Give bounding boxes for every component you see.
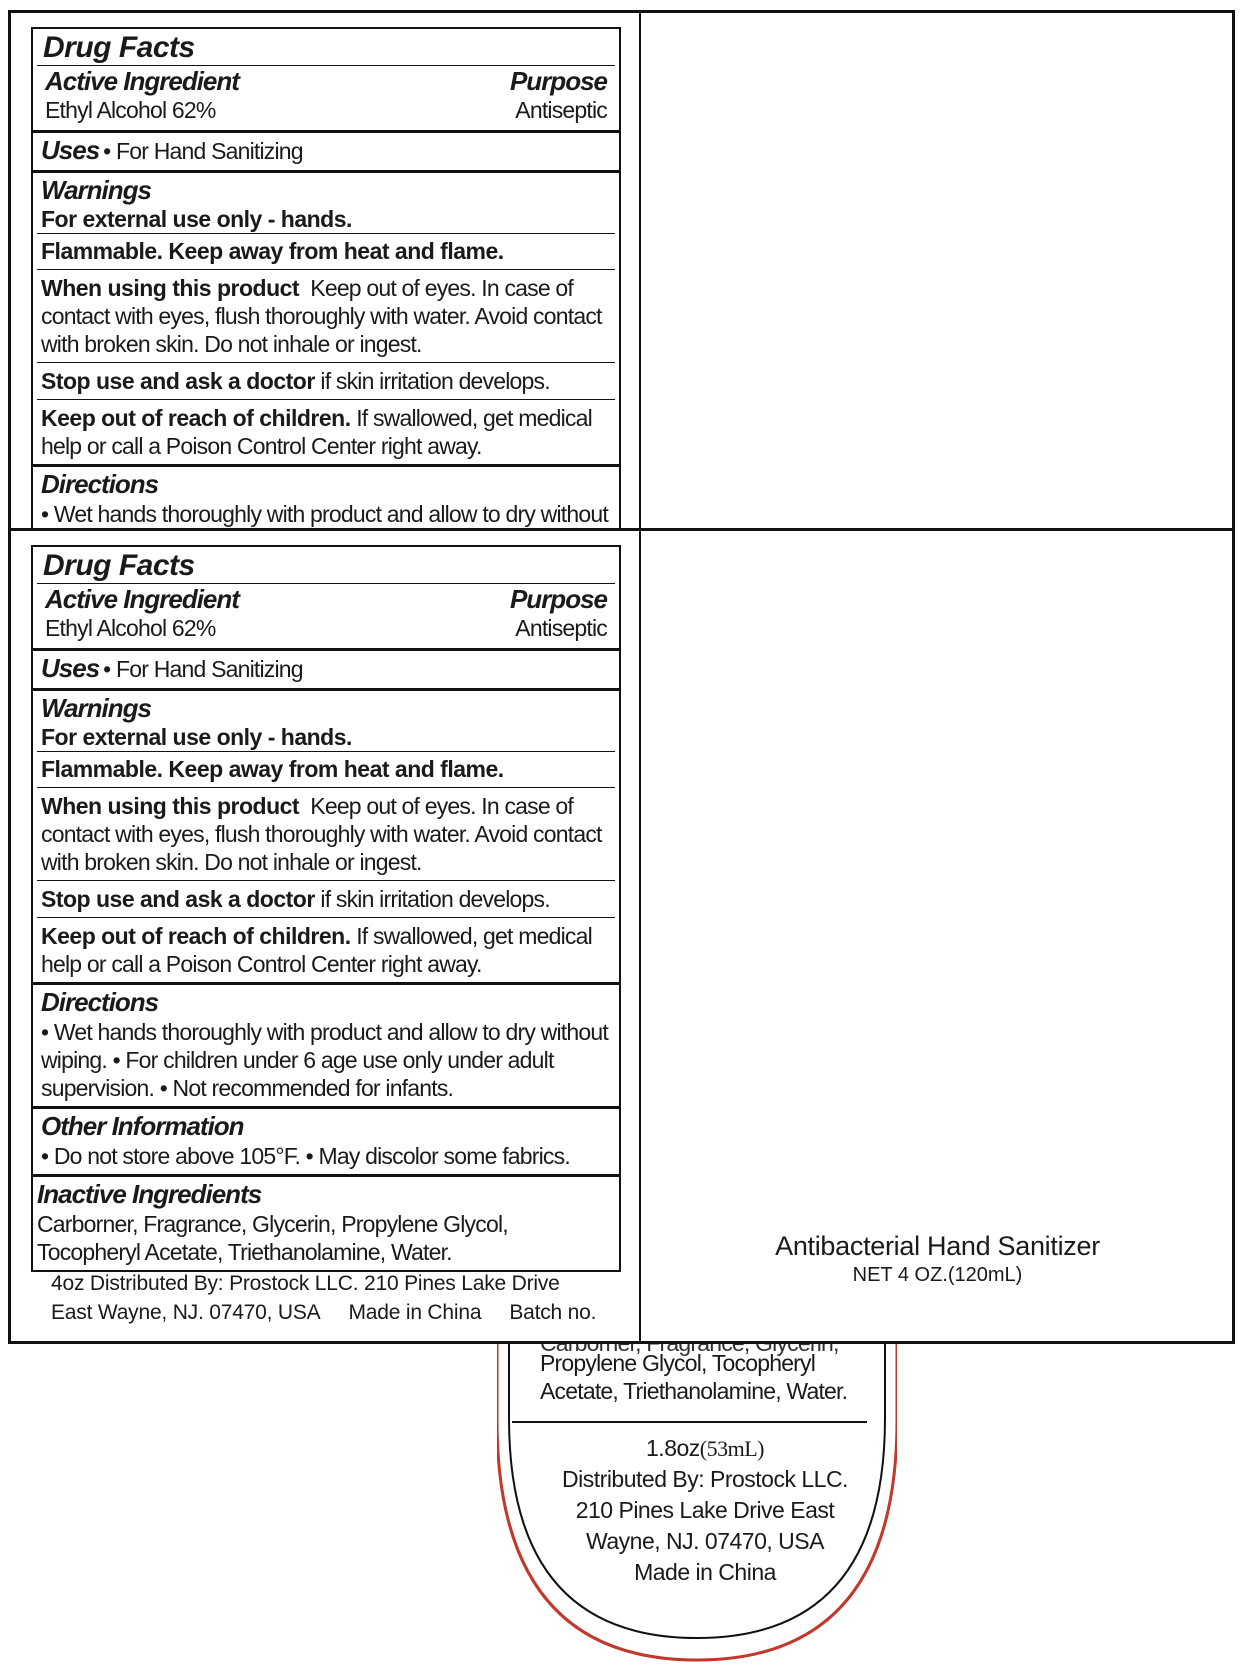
inactive-ingredients-text: Carborner, Fragrance, Glycerin, Propylene Glycol, Tocopheryl Acetate, Triethanolamine, Water. [37,1211,508,1265]
divider [639,531,641,1341]
product-info [639,1231,1235,1287]
purpose-heading: Purpose [509,66,607,96]
uses-text: • For Hand Sanitizing [103,656,303,682]
active-ingredient-heading: Active Ingredient [45,584,239,614]
inactive-ingredients-heading: Inactive Ingredients [37,1179,262,1209]
uses-heading: Uses [41,135,100,165]
flammable-warning: Flammable. Keep away from heat and flame. [37,751,615,787]
drug-facts-box [31,27,621,530]
purpose: Antiseptic [515,615,607,641]
bottle-size: 1.8oz [646,1435,700,1461]
uses-heading: Uses [41,653,100,683]
other-information-text: • Do not store above 105°F. • May discolor some fabrics. [41,1143,570,1169]
directions-heading: Directions [41,469,159,499]
warnings-heading: Warnings [41,693,151,723]
divider [639,13,641,530]
stop-use-warning: Stop use and ask a doctor if skin irritation develops. [37,880,615,917]
directions-section [33,464,619,530]
active-ingredient: Ethyl Alcohol 62% [45,97,216,123]
bottle-address: Wayne, NJ. 07470, USA [586,1528,824,1554]
bottle-label-text [540,1345,880,1585]
directions-text: • Wet hands thoroughly with product and allow to dry without wiping. • For children under 6 age use only under adult supervision. • Not recommended for infants. [41,1019,608,1101]
purpose-heading: Purpose [509,584,607,614]
stop-use-warning: Stop use and ask a doctor if skin irritation develops. [37,362,615,399]
drug-facts-title: Drug Facts [43,549,195,582]
batch-number: Batch no. [509,1301,597,1324]
flammable-warning: Flammable. Keep away from heat and flame. [37,233,615,269]
warnings-heading: Warnings [41,175,151,205]
external-use-warning: For external use only - hands. [41,724,352,750]
drug-facts-box [31,545,621,1272]
label-panel [8,528,1235,1344]
when-using-warning: When using this product Keep out of eyes. In case of contact with eyes, flush thoroughly with water. Avoid contact with broken skin. Do not inhale or ingest. [37,787,615,880]
product-name: Antibacterial Hand Sanitizer [775,1231,1100,1261]
origin: Made in China [348,1301,482,1324]
purpose: Antiseptic [515,97,607,123]
bottle-size-ml: (53mL) [699,1436,764,1461]
other-information-section [33,1106,619,1174]
uses-section [33,648,619,688]
active-ingredient-heading: Active Ingredient [45,66,239,96]
directions-text: • Wet hands thoroughly with product and allow to dry without [41,501,608,527]
bottle-ingredients-line: Acetate, Triethanolamine, Water. [540,1378,848,1404]
active-ingredient-row [37,583,615,642]
directions-section [33,982,619,1106]
bottle-address: 210 Pines Lake Drive East [575,1497,835,1523]
distributor-line: 4oz Distributed By: Prostock LLC. 210 Pines Lake Drive [51,1272,560,1295]
warnings-section [33,688,619,751]
bottle-ingredients-line: Propylene Glycol, Tocopheryl [540,1350,816,1376]
directions-heading: Directions [41,987,159,1017]
bottle-distributor: Distributed By: Prostock LLC. [562,1466,848,1492]
active-ingredient: Ethyl Alcohol 62% [45,615,216,641]
uses-section [33,130,619,170]
keep-out-warning: Keep out of reach of children. If swallowed, get medical help or call a Poison Control Center right away. [37,399,615,464]
distributor-address: East Wayne, NJ. 07470, USA [51,1301,321,1324]
label-panel-cropped [8,10,1235,530]
net-contents: NET 4 OZ.(120mL) [852,1264,1023,1286]
other-information-heading: Other Information [41,1111,244,1141]
active-ingredient-row [37,65,615,124]
when-using-warning: When using this product Keep out of eyes. In case of contact with eyes, flush thoroughly with water. Avoid contact with broken skin. Do not inhale or ingest. [37,269,615,362]
inactive-ingredients-section [33,1174,619,1270]
keep-out-warning: Keep out of reach of children. If swallowed, get medical help or call a Poison Control Center right away. [37,917,615,982]
uses-text: • For Hand Sanitizing [103,138,303,164]
bottle-origin: Made in China [634,1559,776,1585]
external-use-warning: For external use only - hands. [41,206,352,232]
drug-facts-title: Drug Facts [43,31,195,64]
distributor-footer [51,1269,596,1327]
divider [512,1421,867,1423]
warnings-section [33,170,619,233]
